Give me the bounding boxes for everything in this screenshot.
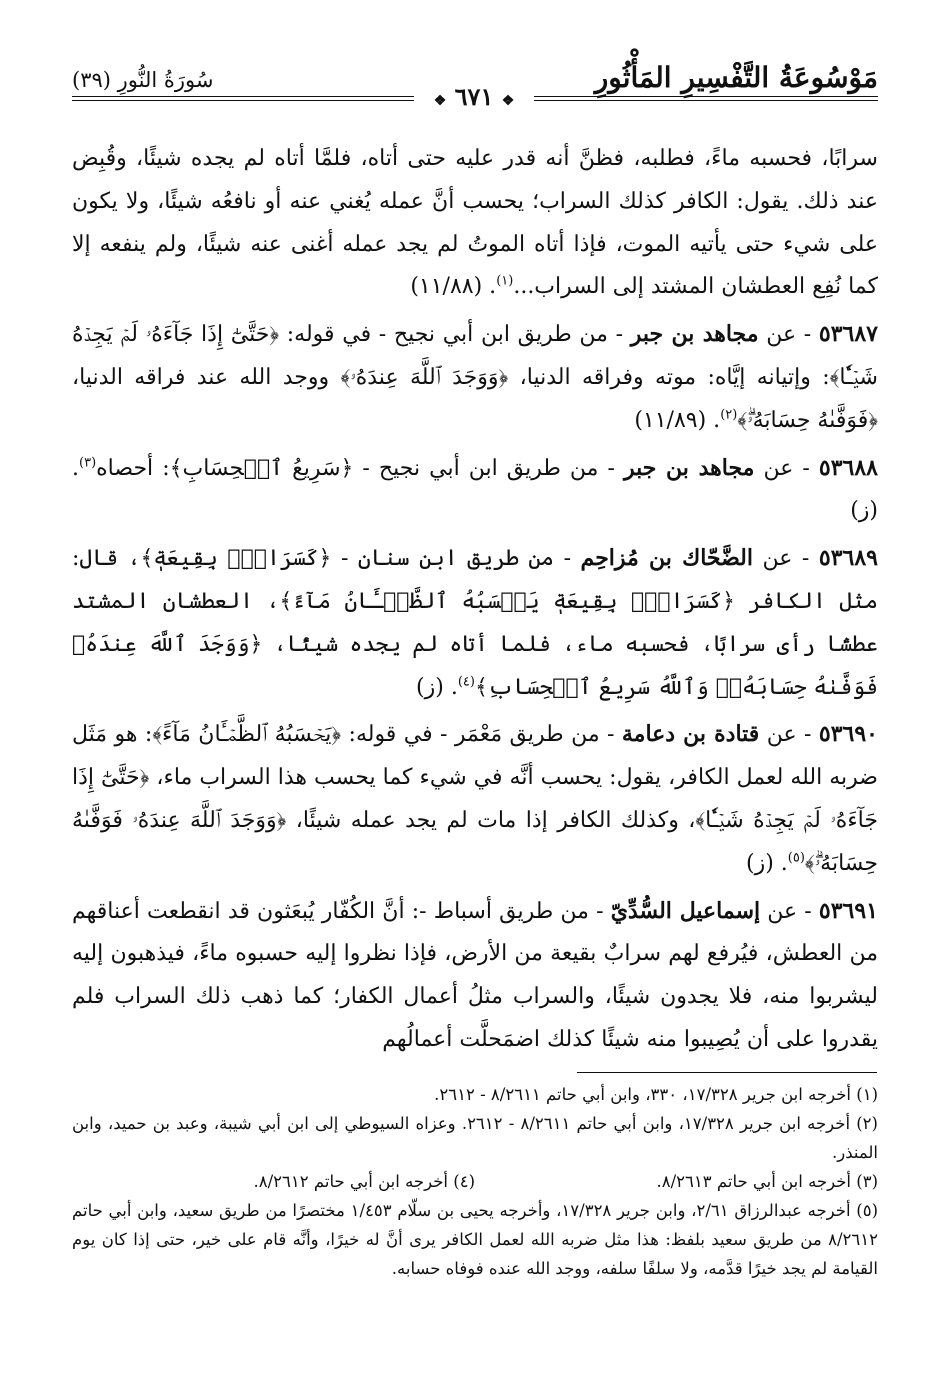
footnote-ref: (١) [496, 274, 514, 290]
narrator-name: مجاهد بن جبر [630, 321, 759, 348]
text-run: - من طريق مَعْمَر - في قوله: [341, 722, 622, 748]
text-run: : أحصاه [96, 455, 170, 481]
quran-quote: ﴿حَتَّىٰٓ إِذَا جَآءَهُۥ لَمۡ يَجِدۡهُ شَيۡـٔٗا﴾ [72, 765, 878, 833]
page-header [72, 58, 878, 111]
footnote-ref: (٣) [79, 455, 97, 471]
ornament-icon: ❖ [433, 93, 447, 109]
source-ref: . (١١/٨٨) [410, 274, 497, 300]
narrator-name: مجاهد بن جبر [623, 454, 755, 481]
quran-quote: ﴿يَحۡسَبُهُ ٱلظَّمۡـَٔانُ مَآءً﴾ [152, 722, 342, 748]
text-run: - عن [759, 722, 819, 748]
footnote-ref: (٥) [787, 850, 805, 866]
footnotes [72, 1080, 878, 1283]
athar-entry [72, 537, 878, 709]
entry-number: ٥٣٦٨٨ [818, 454, 878, 481]
page-number [414, 82, 534, 116]
text-run: : وإتيانه إيَّاه: موته وفراقه الدنيا، [508, 364, 830, 390]
footnote-row [72, 1167, 878, 1196]
footnote-ref: (٤) [457, 674, 475, 690]
narrator-name: الضَّحّاك بن مُزاحِم [580, 545, 754, 572]
quran-quote: ﴿وَوَجَدَ ٱللَّهَ عِندَهُۥ فَوَفَّىٰهُ حِسَابَهُۥۗ وَٱللَّهُ سَرِيعُ ٱلۡحِسَابِ﴾ [72, 631, 878, 700]
entry-number: ٥٣٦٩٠ [818, 721, 878, 748]
footnote-separator [577, 1072, 877, 1073]
text-run: ، وكذلك الكافر إذا مات لم يجد عمله شيئًا، [286, 807, 696, 833]
footnote-4: (٤) أخرجه ابن أبي حاتم ٨/٢٦١٢. [253, 1172, 475, 1191]
text-run: - عن [754, 455, 819, 481]
quran-quote: ﴿كَسَرَابِۭ بِقِيعَةٖ يَحۡسَبُهُ ٱلظَّمۡـَٔانُ مَآءً﴾ [279, 588, 736, 614]
athar-entry [72, 313, 878, 442]
source-ref: . (ز) [745, 850, 788, 876]
quran-quote: ﴿فَوَفَّىٰهُ حِسَابَهُۥۗ﴾ [737, 407, 878, 433]
footnote-1: (١) أخرجه ابن جرير ١٧/٣٢٨، ٣٣٠، وابن أبي حاتم ٨/٢٦١١ - ٢٦١٢. [434, 1085, 878, 1104]
paragraph-continuation [72, 138, 878, 309]
source-ref: . (١١/٨٩) [634, 407, 721, 433]
paragraph-text: سرابًا، فحسبه ماءً، فطلبه، فظنَّ أنه قدر عليه حتى أتاه، فلمَّا أتاه لم يجده شيئًا، وقُبِض عند ذلك. يقول: الكافر كذلك السراب؛ يحسب أنَّ عمله يُغني عنه أو نافعُه شيئًا، ولا يكون على شيء حتى يأتيه الموت، فإذا أتاه الموتُ لم يجد عمله أغنى عنه شيئًا، ولم ينفعه إلا كما نُفِع العطشان المشتد إلى السراب... [72, 146, 878, 300]
quran-quote: ﴿وَوَجَدَ ٱللَّهَ عِندَهُۥ﴾ [340, 364, 509, 390]
text-run: : هو مَثَل ضربه الله لعمل الكافر، يقول: يحسب أنَّه في شيء كما يحسب هذا السراب ماء، [72, 722, 878, 791]
quran-quote: ﴿كَسَرَابِۭ بِقِيعَةٖ﴾ [140, 546, 332, 572]
footnote-3: (٣) أخرجه ابن أبي حاتم ٨/٢٦١٣. [656, 1172, 878, 1191]
text-run: - من طريق ابن أبي نجيح - [353, 455, 624, 481]
text-run: - من طريق ابن أبي نجيح - في قوله: [279, 322, 631, 348]
entry-number: ٥٣٦٩١ [818, 897, 878, 924]
text-run: - عن [758, 322, 819, 348]
text-run: - من طريق ابن سنان - [331, 546, 581, 572]
text-run: ووجد الله عند فراقه الدنيا، [72, 364, 341, 390]
page-number-value: ٦٧١ [454, 82, 494, 111]
text-run: - عن [753, 546, 819, 572]
athar-entry [72, 890, 878, 1062]
running-title: مَوْسُوعَةُ التَّفْسِيرِ المَأْثُورِ [594, 61, 878, 94]
text-run: ، العطشان المشتد عطشًا رأى سرابًا، فحسبه ماء، فلما أتاه لم يجده شيئًا، [72, 588, 878, 657]
text-run: - من طريق أسباط -: أنَّ الكُفّار يُبعَثون قد انقطعت أعناقهم من العطش، فيُرفع لهم سرابٌ بقيعة من الأرض، فإذا نظروا إليه حسبوه ماءً، فيذهبون إليه ليشربوا منه، فلا يجدون شيئًا، والسراب مثلُ أعمال الكفار؛ كما ذهب ذلك السراب فلم يقدروا على أن يُصِيبوا منه شيئًا كذلك اضمَحلَّت أعمالُهم [72, 898, 878, 1052]
text-run: - عن [760, 898, 819, 924]
entry-number: ٥٣٦٨٧ [818, 321, 878, 348]
surah-title: سُورَةُ النُّورِ (٣٩) [72, 68, 214, 92]
main-text [72, 138, 878, 1066]
narrator-name: إسماعيل السُّدِّيّ [610, 897, 761, 924]
athar-entry [72, 713, 878, 885]
ornament-icon: ❖ [501, 93, 515, 109]
source-ref: . (ز) [416, 674, 458, 700]
quran-quote: ﴿حَتَّىٰٓ إِذَا جَآءَهُۥ لَمۡ يَجِدۡهُ شَيۡـٔٗا﴾ [72, 322, 878, 390]
narrator-name: قتادة بن دعامة [621, 721, 760, 748]
footnote-2: (٢) أخرجه ابن جرير ١٧/٣٢٨، وابن أبي حاتم ٨/٢٦١١ - ٢٦١٢. وعزاه السيوطي إلى ابن أبي شيبة، وعبد بن حميد، وابن المنذر. [72, 1114, 878, 1162]
athar-entry [72, 447, 878, 534]
quran-quote: ﴿سَرِيعُ ٱلۡحِسَابِ﴾ [169, 455, 354, 481]
footnote-5: (٥) أخرجه عبدالرزاق ٢/٦١، وابن جرير ١٧/٣٢٨، وأخرجه يحيى بن سلّام ١/٤٥٣ مختصرًا من طريق سعيد، وابن أبي حاتم ٨/٢٦١٢ من طريق سعيد بلفظ: هذا مثل ضربه الله لعمل الكافر يرى أنَّ له خيرًا، وأنَّه قام على خير، حتى إذا كان يوم القيامة لم يجد خيرًا قدَّمه، ولا سلفًا سلفه، ووجد الله عنده فوفاه حسابه. [72, 1201, 878, 1278]
quran-quote: ﴿وَوَجَدَ ٱللَّهَ عِندَهُۥ فَوَفَّىٰهُ حِسَابَهُۥۗ﴾ [72, 807, 878, 876]
entry-number: ٥٣٦٨٩ [818, 545, 878, 572]
source-ref: . (ز) [72, 455, 878, 524]
footnote-ref: (٢) [720, 407, 738, 423]
text-run: ، قال: مثل الكافر [72, 546, 878, 614]
